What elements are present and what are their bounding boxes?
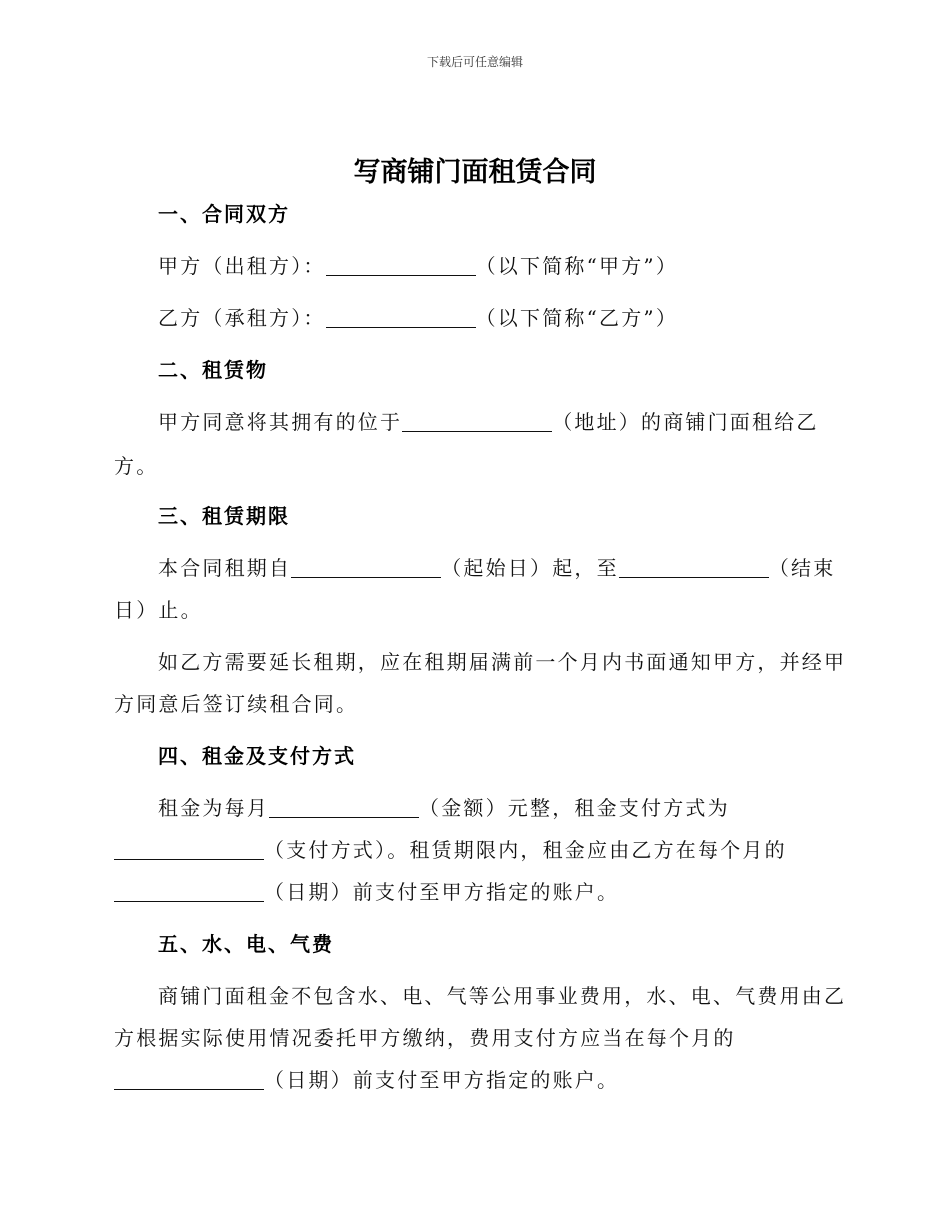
party-b-label: 乙方（承租方）： [158,306,326,330]
lease-term-line-2: 日）止。 [114,598,203,622]
party-b-line [158,302,678,331]
rent-text-a: 租金为每月 [158,796,269,820]
rent-text-c: （支付方式）。租赁期限内，租金应由乙方在每个月的 [264,838,787,862]
section-2-heading: 二、租赁物 [158,358,268,382]
document-title: 写商铺门面租赁合同 [353,157,597,188]
lease-term-line-1 [158,552,835,581]
rent-line-2 [114,834,787,863]
lease-object-line-2: 方。 [114,454,159,478]
section-1-heading: 一、合同双方 [158,202,290,226]
section-4-heading: 四、租金及支付方式 [158,744,356,768]
section-3-heading: 三、租赁期限 [158,504,290,528]
party-b-blank[interactable] [326,307,476,328]
rent-date-blank[interactable] [114,881,264,902]
party-a-alias: （以下简称“甲方”） [475,254,679,278]
party-a-label: 甲方（出租方）： [158,254,326,278]
lease-object-text: 甲方同意将其拥有的位于 [158,410,403,434]
lease-term-text-b: （起始日）起，至 [441,556,619,580]
end-date-blank[interactable] [619,557,769,578]
utilities-line-3 [114,1064,619,1093]
lease-term-text-c: （结束 [768,556,836,580]
start-date-blank[interactable] [291,557,441,578]
lease-object-line-1 [158,406,819,435]
utilities-line-1: 商铺门面租金不包含水、电、气等公用事业费用，水、电、气费用由乙 [158,984,847,1008]
utilities-line-2: 方根据实际使用情况委托甲方缴纳，费用支付方应当在每个月的 [114,1026,736,1050]
rent-text-b: （金额）元整，租金支付方式为 [419,796,730,820]
party-b-alias: （以下简称“乙方”） [475,306,679,330]
lease-term-text-a: 本合同租期自 [158,556,292,580]
header-note: 下载后可任意编辑 [426,55,523,69]
address-blank[interactable] [402,411,552,432]
utilities-date-blank[interactable] [114,1069,264,1090]
rent-line-1 [158,792,730,821]
rent-text-d: （日期）前支付至甲方指定的账户。 [264,880,620,904]
rent-line-3 [114,876,619,905]
section-5-heading: 五、水、电、气费 [158,932,334,956]
payment-method-blank[interactable] [114,839,264,860]
renewal-line-1: 如乙方需要延长租期，应在租期届满前一个月内书面通知甲方，并经甲 [158,650,847,674]
renewal-line-2: 方同意后签订续租合同。 [114,692,359,716]
party-a-line [158,250,678,279]
rent-amount-blank[interactable] [269,797,419,818]
lease-object-text-2: （地址）的商铺门面租给乙 [552,410,819,434]
party-a-blank[interactable] [326,255,476,276]
utilities-text-c: （日期）前支付至甲方指定的账户。 [264,1068,620,1092]
